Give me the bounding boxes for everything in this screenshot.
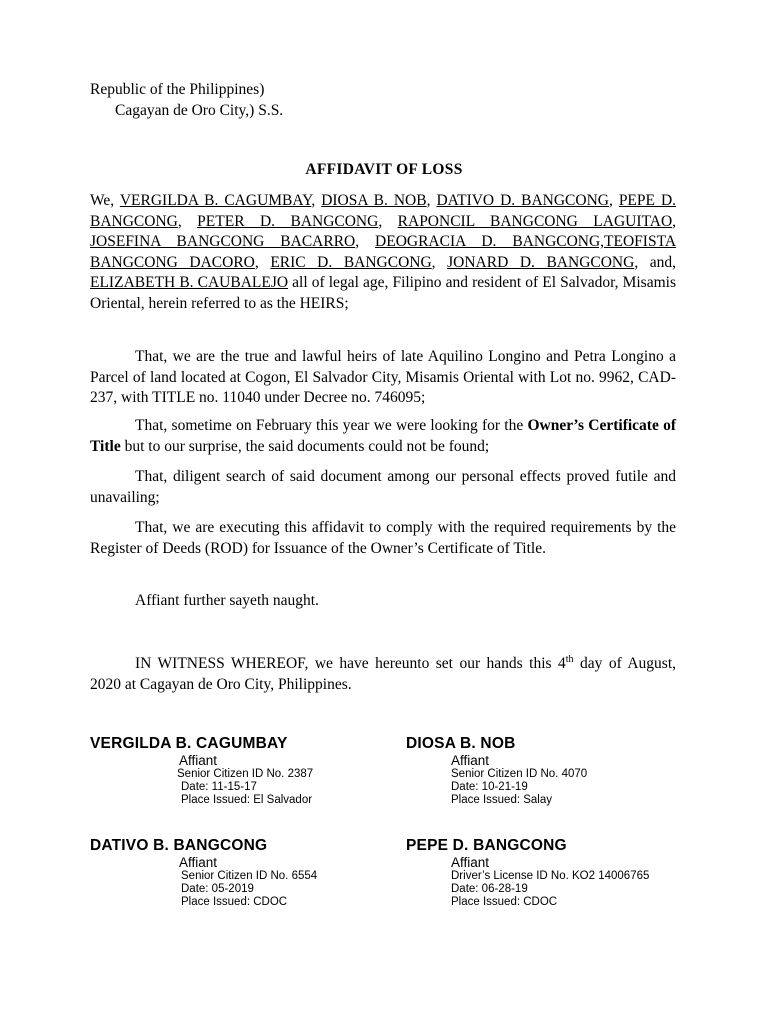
signatory-date: Date: 11-15-17 [181, 781, 257, 793]
signatory-place: Place Issued: Salay [451, 794, 553, 806]
signatory-role: Affiant [451, 855, 490, 870]
heir-name: ELIZABETH B. CAUBALEJO [90, 274, 289, 291]
signatory-id: Senior Citizen ID No. 4070 [451, 768, 588, 780]
signatory-name: VERGILDA B. CAGUMBAY [90, 735, 288, 752]
witness-paragraph: IN WITNESS WHEREOF, we have hereunto set our hands this 4th day of August, 2020 at Cagayan de Oro City, Philippines. [90, 653, 677, 693]
venue-line-2: Cagayan de Oro City,) S.S. [115, 102, 284, 119]
venue-block [90, 79, 283, 121]
owners-certificate-bold: Owner’s Certificate of Title [90, 417, 677, 455]
signatory-role: Affiant [451, 753, 490, 768]
intro-we: We, [90, 192, 120, 209]
heir-name: PETER D. BANGCONG [197, 212, 379, 230]
signatory-date: Date: 10-21-19 [451, 781, 528, 793]
heirs-paragraph: That, we are the true and lawful heirs of late Aquilino Longino and Petra Longino a Parcel of land located at Cogon, El Salvador City, Misamis Oriental with Lot no. 9962, CAD-237, with TITLE no. 11040 under Decree no. 746095; [90, 348, 676, 406]
executing-paragraph: That, we are executing this affidavit to comply with the required requirements by the Register of Deeds (ROD) for Issuance of the Owner’s Certificate of Title. [90, 519, 676, 557]
heir-name: PEPE D. BANGCONG [90, 192, 677, 230]
heir-name: DATIVO D. BANGCONG [436, 192, 609, 209]
search-paragraph: That, diligent search of said document among our personal effects proved futile and unavailing; [90, 468, 676, 506]
signatory-id: Senior Citizen ID No. 6554 [181, 870, 318, 882]
heir-name: RAPONCIL BANGCONG LAGUITAO [397, 212, 673, 230]
signatory-place: Place Issued: CDOC [451, 896, 558, 908]
signatory-block [90, 735, 313, 807]
heir-name: DEOGRACIA D. BANGCONG,TEOFISTA BANGCONG DACORO [90, 233, 677, 271]
signatory-date: Date: 05-2019 [181, 883, 254, 895]
intro-paragraph: We, VERGILDA B. CAGUMBAY, DIOSA B. NOB, DATIVO D. BANGCONG, PEPE D. BANGCONG, PETER D. BANGCONG, RAPONCIL BANGCONG LAGUITAO, JOSEFINA BANGCONG BACARRO, DEOGRACIA D. BANGCONG,TEOFISTA BANGCONG DACORO, ERIC D. BANGCONG, JONARD D. BANGCONG, and, ELIZABETH B. CAUBALEJO all of legal age, Filipino and resident of El Salvador, Misamis Oriental, herein referred to as the HEIRS; [90, 192, 677, 312]
signatory-role: Affiant [179, 753, 218, 768]
signatory-name: DIOSA B. NOB [406, 735, 516, 752]
signatory-role: Affiant [179, 855, 218, 870]
signatory-name: DATIVO B. BANGCONG [90, 837, 268, 854]
naught-paragraph: Affiant further sayeth naught. [135, 592, 319, 609]
heir-name: VERGILDA B. CAGUMBAY [119, 192, 312, 209]
heir-name: ERIC D. BANGCONG [270, 253, 432, 271]
document-title: AFFIDAVIT OF LOSS [305, 161, 463, 178]
signatory-id: Senior Citizen ID No. 2387 [177, 768, 314, 780]
signatory-block [90, 837, 317, 909]
heir-name: DIOSA B. NOB [321, 192, 427, 209]
signatory-date: Date: 06-28-19 [451, 883, 528, 895]
intro-tail: all of legal age, Filipino and resident of El Salvador, Misamis Oriental, herein referred to as the HEIRS; [90, 274, 676, 312]
signatory-place: Place Issued: CDOC [181, 896, 288, 908]
signatory-place: Place Issued: El Salvador [181, 794, 313, 806]
heir-name: JOSEFINA BANGCONG BACARRO [90, 233, 356, 250]
signatory-id: Driver’s License ID No. KO2 14006765 [451, 870, 650, 882]
loss-paragraph: That, sometime on February this year we were looking for the Owner’s Certificate of Title but to our surprise, the said documents could not be found; [90, 417, 677, 455]
venue-line-1: Republic of the Philippines) [90, 81, 265, 98]
heir-name: JONARD D. BANGCONG [447, 253, 635, 271]
signatory-name: PEPE D. BANGCONG [406, 837, 567, 854]
signatory-block [406, 837, 649, 909]
signatory-block [406, 735, 587, 807]
